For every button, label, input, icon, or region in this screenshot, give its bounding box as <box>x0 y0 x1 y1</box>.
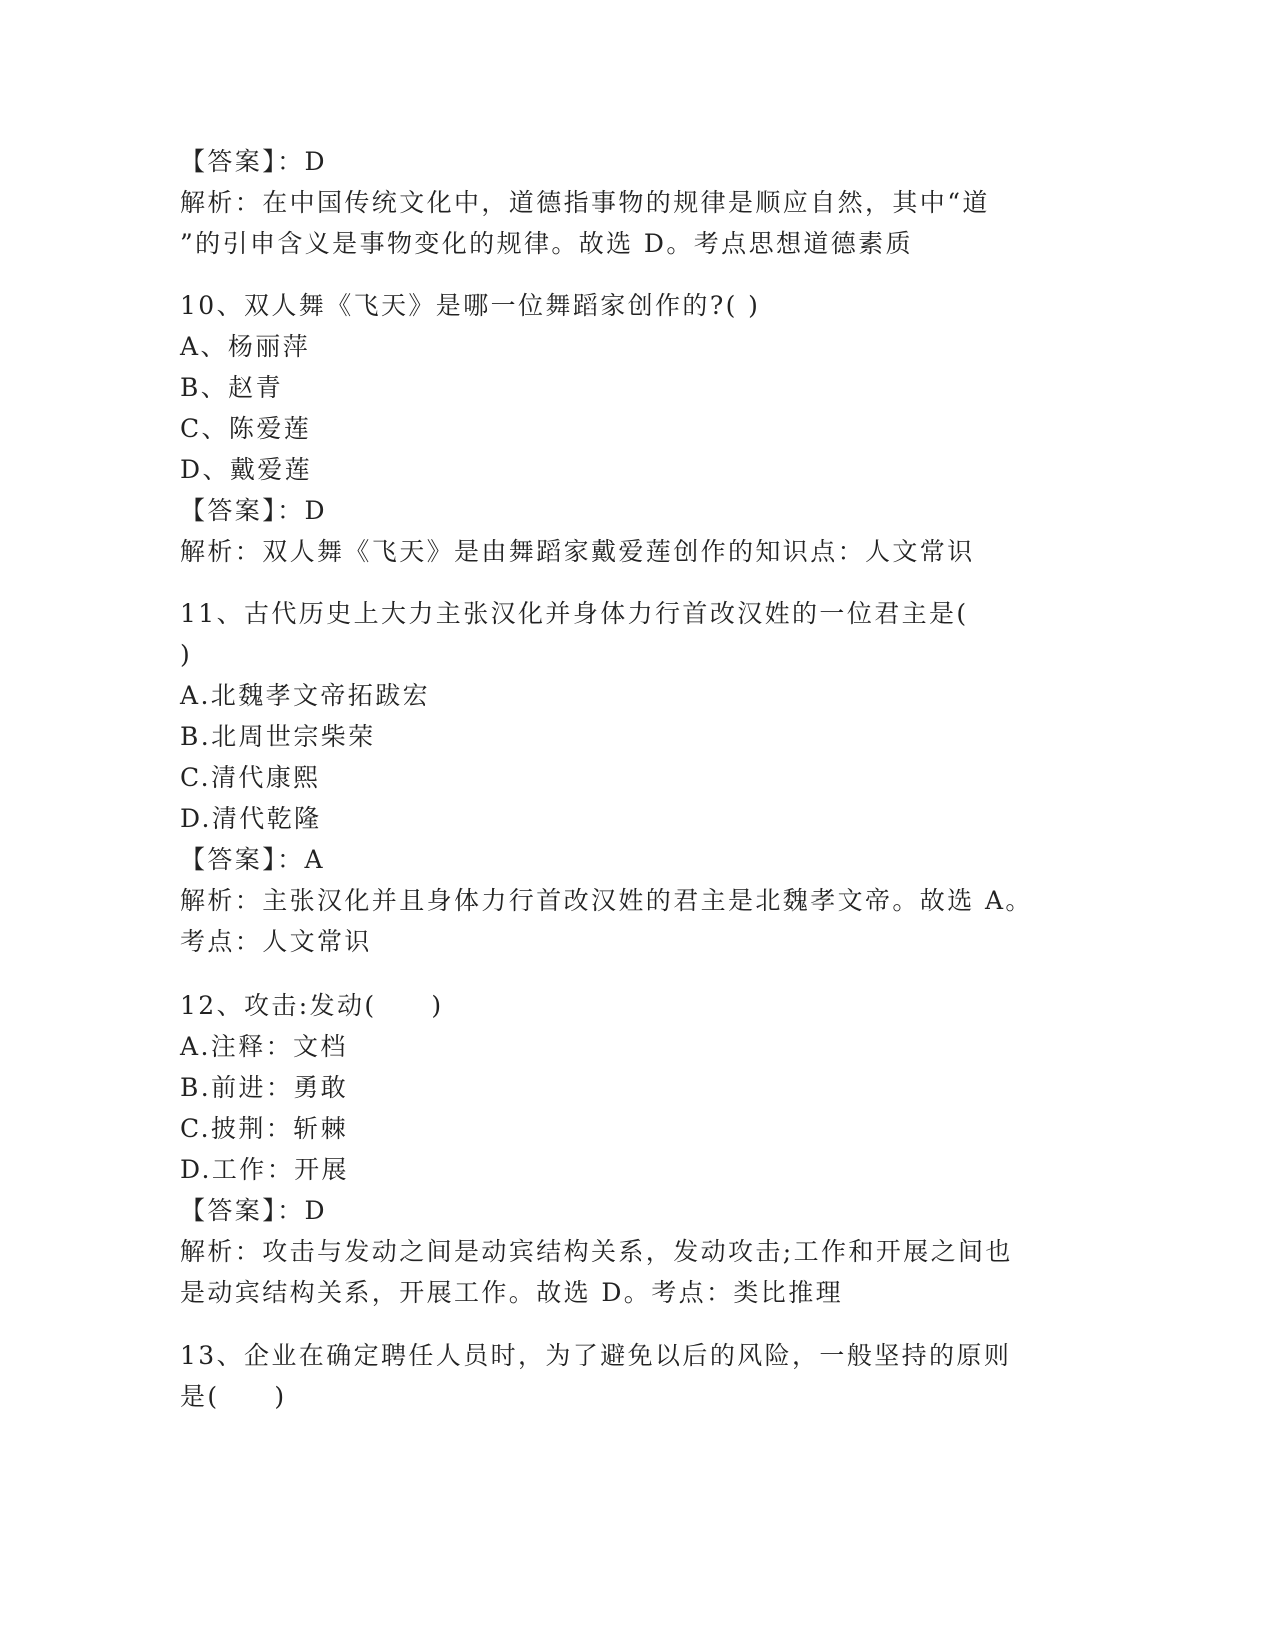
q10-option-b: B、赵青 <box>180 373 283 402</box>
q12-analysis-line-1: 解析：攻击与发动之间是动宾结构关系，发动攻击;工作和开展之间也 <box>180 1237 1013 1266</box>
q12-option-d: D.工作：开展 <box>180 1155 349 1184</box>
q12-question: 12、攻击:发动( ) <box>180 991 444 1020</box>
q11-question-line-1: 11、古代历史上大力主张汉化并身体力行首改汉姓的一位君主是( <box>180 599 969 628</box>
q12-option-c: C.披荆：斩棘 <box>180 1114 348 1143</box>
q11-option-c: C.清代康熙 <box>180 763 321 792</box>
q11-answer: 【答案】：A <box>180 845 325 874</box>
q13-question-line-2: 是( ) <box>180 1382 287 1411</box>
q10-answer: 【答案】：D <box>180 496 327 525</box>
q11-analysis-line-2: 考点：人文常识 <box>180 927 372 956</box>
q9-analysis-line-1: 解析：在中国传统文化中，道德指事物的规律是顺应自然，其中“道 <box>180 188 990 217</box>
q10-option-c: C、陈爱莲 <box>180 414 312 443</box>
q11-option-a: A.北魏孝文帝拓跋宏 <box>180 681 431 710</box>
q13-question-line-1: 13、企业在确定聘任人员时，为了避免以后的风险，一般坚持的原则 <box>180 1341 1012 1370</box>
q10-option-d: D、戴爱莲 <box>180 455 313 484</box>
q11-question-line-2: ) <box>180 640 193 669</box>
q11-option-d: D.清代乾隆 <box>180 804 322 833</box>
q9-answer: 【答案】：D <box>180 147 327 176</box>
q12-option-a: A.注释：文档 <box>180 1032 348 1061</box>
q12-analysis-line-2: 是动宾结构关系，开展工作。故选 D。考点：类比推理 <box>180 1278 843 1307</box>
q11-option-b: B.北周世宗柴荣 <box>180 722 376 751</box>
q9-analysis-line-2: ”的引申含义是事物变化的规律。故选 D。考点思想道德素质 <box>180 229 913 258</box>
q10-analysis-line-1: 解析：双人舞《飞天》是由舞蹈家戴爱莲创作的知识点：人文常识 <box>180 537 975 566</box>
q10-question: 10、双人舞《飞天》是哪一位舞蹈家创作的?( ) <box>180 291 761 320</box>
q11-analysis-line-1: 解析：主张汉化并且身体力行首改汉姓的君主是北魏孝文帝。故选 A。 <box>180 886 1033 915</box>
q12-option-b: B.前进：勇敢 <box>180 1073 349 1102</box>
q10-option-a: A、杨丽萍 <box>180 332 311 361</box>
q12-answer: 【答案】：D <box>180 1196 327 1225</box>
